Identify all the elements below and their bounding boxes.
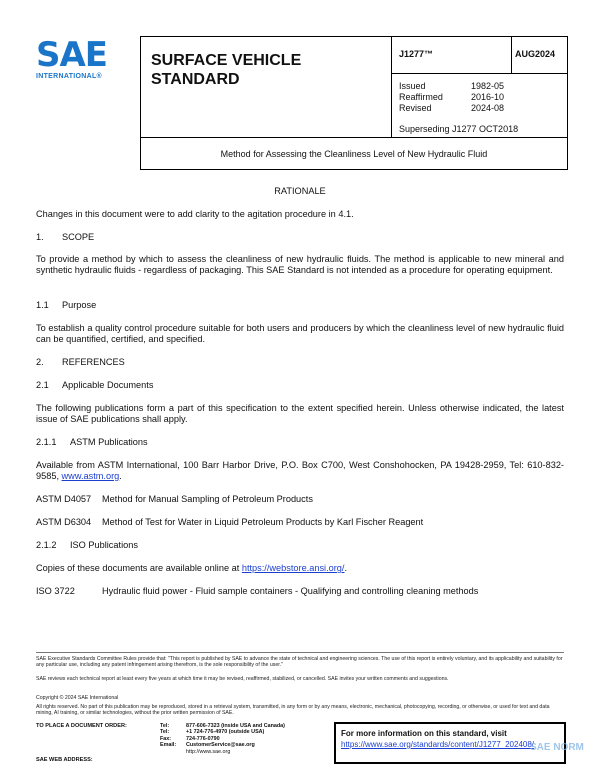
footer-divider [36, 652, 564, 653]
title-line-2: STANDARD [151, 71, 240, 88]
more-info-title: For more information on this standard, visit [341, 729, 507, 738]
section-1-text: To provide a method by which to assess the cleanliness of new hydraulic fluids. The method is applicable to new mineral and synthetic hydraulic fluids - regardless of packaging. This SAE Standard is not intended as a procedure for operating equipment. [36, 254, 564, 275]
astm-publications-text: Available from ASTM International, 100 Barr Harbor Drive, P.O. Box C700, West Conshohocken, PA 19428-2959, Tel: 610-832-9585, www.astm.org. [36, 460, 564, 481]
superseding-note: Superseding J1277 OCT2018 [399, 124, 519, 134]
reaffirmed-label: Reaffirmed [399, 92, 443, 102]
web-address[interactable]: http://www.sae.org [186, 748, 231, 755]
section-2-1-text: The following publications form a part of this specification to the extent specified herein. Unless otherwise indicated, the latest issue of SAE publications shall apply. [36, 403, 564, 424]
section-1-1-text: To establish a quality control procedure suitable for both users and producers by which the cleanliness level of new hydraulic fluid can be quantified, certified, and specified. [36, 323, 564, 344]
watermark: SAE NORM [530, 742, 584, 753]
issued-label: Issued [399, 81, 426, 91]
document-number: J1277™ [399, 49, 434, 59]
fax-number: 724-776-0790 [186, 735, 220, 742]
section-2-1-heading: 2.1 Applicable Documents [36, 380, 154, 390]
document-history [399, 81, 529, 114]
contact-info: Tel: 877-606-7323 (inside USA and Canada) Tel: +1 724-776-4970 (outside USA) Fax: 724-776-0790 Email: CustomerService@sae.org http://www.sae.org [160, 723, 285, 755]
web-address-label: SAE WEB ADDRESS: [36, 757, 93, 763]
phone-international: +1 724-776-4970 (outside USA) [186, 729, 265, 736]
ansi-webstore-link[interactable]: https://webstore.ansi.org/ [241, 563, 345, 573]
sae-logo [36, 35, 128, 88]
document-type-title [151, 51, 381, 89]
standard-content-link[interactable]: https://www.sae.org/standards/content/J1277_202408/ [341, 740, 535, 749]
place-order-label: TO PLACE A DOCUMENT ORDER: [36, 723, 127, 729]
document-title: Method for Assessing the Cleanliness Level of New Hydraulic Fluid [140, 138, 568, 170]
document-date: AUG2024 [515, 49, 556, 59]
issued-value: 1982-05 [471, 81, 505, 91]
section-2-1-2-heading: 2.1.2 ISO Publications [36, 540, 138, 550]
footer-copyright: Copyright © 2024 SAE International [36, 695, 119, 701]
rationale-heading: RATIONALE [274, 186, 326, 196]
iso-publications-text: Copies of these documents are available online at https://webstore.ansi.org/. [36, 563, 348, 573]
revised-value: 2024-08 [471, 103, 505, 113]
footer-rights: All rights reserved. No part of this publication may be reproduced, stored in a retrieval system, transmitted, in any form or by any means, electronic, mechanical, photocopying, recording, or otherwise, or used for text and data mining, AI training, or similar technologies, without the prior written permission of SAE. [36, 704, 550, 717]
rationale-text: Changes in this document were to add clarity to the agitation procedure in 4.1. [36, 209, 354, 219]
section-1-heading: 1. SCOPE [36, 232, 95, 242]
footer-review: SAE reviews each technical report at least every five years at which time it may be revised, reaffirmed, stabilized, or cancelled. SAE invites your written comments and suggestions. [36, 676, 449, 682]
phone-usa: 877-606-7323 (inside USA and Canada) [186, 723, 285, 729]
reference-astm-d4057: ASTM D4057 Method for Manual Sampling of Petroleum Products [36, 494, 313, 504]
section-2-1-1-heading: 2.1.1 ASTM Publications [36, 437, 148, 447]
section-2-heading: 2. REFERENCES [36, 357, 125, 367]
email-address[interactable]: CustomerService@sae.org [186, 742, 255, 749]
reference-iso-3722: ISO 3722 Hydraulic fluid power - Fluid sample containers - Qualifying and controlling cleaning methods [36, 586, 479, 596]
reaffirmed-value: 2016-10 [471, 92, 505, 102]
header-box [140, 36, 568, 138]
title-line-1: SURFACE VEHICLE [151, 52, 302, 69]
revised-label: Revised [399, 103, 432, 113]
section-1-1-heading: 1.1 Purpose [36, 300, 97, 310]
logo-main-text: SAE [36, 35, 108, 75]
footer-rules: SAE Executive Standards Committee Rules provide that: "This report is published by SAE to advance the state of technical and engineering sciences. The use of this report is entirely voluntary, and its applicability and suitability for any particular use, including any patent infringement arising therefrom, is the sole responsibility of the user." [36, 656, 563, 669]
reference-astm-d6304: ASTM D6304 Method of Test for Water in Liquid Petroleum Products by Karl Fischer Reagent [36, 517, 424, 527]
astm-link[interactable]: www.astm.org [61, 471, 120, 481]
logo-sub-text: INTERNATIONAL® [36, 73, 103, 80]
